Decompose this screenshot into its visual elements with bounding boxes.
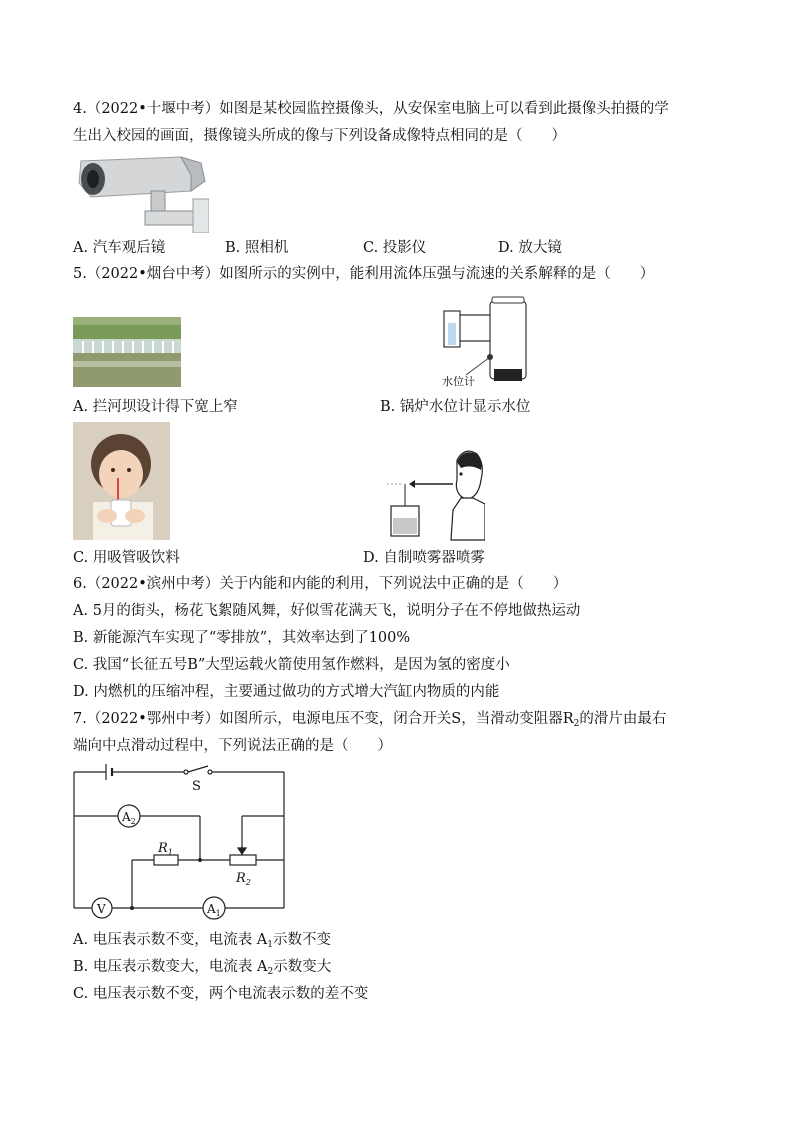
girl-drinking-photo [73, 422, 170, 540]
q4-stem-line2: 生出入校园的画面，摄像镜头所成的像与下列设备成像特点相同的是（ ） [73, 128, 566, 144]
q6-option-a: A. 5月的街头，杨花飞絮随风舞，好似雪花满天飞，说明分子在不停地做热运动 [73, 603, 581, 619]
sprayer-boy-diagram [385, 440, 485, 542]
q5-option-a: A. 拦河坝设计得下宽上窄 [73, 399, 238, 415]
q7-option-b: B. 电压表示数变大，电流表 $A_2$示数变大 [73, 959, 332, 977]
q5-stem: 5.（2022•烟台中考）如图所示的实例中，能利用流体压强与流速的关系解释的是（ ） [73, 266, 655, 282]
q6-stem: 6.（2022•滨州中考）关于内能和内能的利用，下列说法中正确的是（ ） [73, 576, 568, 592]
resistor-r1-label: $R_1$ [158, 841, 173, 857]
q7-stem-part1: 7.（2022•鄂州中考）如图所示，电源电压不变，闭合开关S，当滑动变阻器R [73, 711, 574, 727]
security-camera-image [73, 153, 209, 233]
q7-stem-line2: 端向中点滑动过程中，下列说法正确的是（ ） [73, 738, 392, 754]
voltmeter-icon: V [97, 902, 106, 916]
boiler-gauge-label: 水位计 [442, 375, 475, 388]
circuit-switch-label: S [192, 779, 201, 794]
boiler-water-gauge-diagram [436, 293, 532, 389]
q4-option-c: C. 投影仪 [363, 240, 427, 256]
q5-option-b: B. 锅炉水位计显示水位 [380, 399, 531, 415]
q7-stem-line1 [73, 709, 666, 734]
q4-option-a: A. 汽车观后镜 [73, 240, 166, 256]
ammeter-a1-icon: $A_1$ [207, 902, 221, 918]
q5-option-c: C. 用吸管吸饮料 [73, 550, 180, 566]
dam-photo [73, 317, 181, 387]
q6-option-c: C. 我国“长征五号B”大型运载火箭使用氢作燃料，是因为氢的密度小 [73, 657, 510, 673]
q6-option-b: B. 新能源汽车实现了“零排放”，其效率达到了100% [73, 630, 411, 646]
q4-option-d: D. 放大镜 [498, 240, 562, 256]
ammeter-a2-icon: $A_2$ [122, 810, 136, 826]
q7-stem-part2: 的滑片由最右 [579, 711, 667, 727]
q5-option-d: D. 自制喷雾器喷雾 [363, 550, 485, 566]
circuit-diagram [60, 760, 300, 926]
resistor-r2-label: $R_2$ [236, 871, 251, 887]
q6-option-d: D. 内燃机的压缩冲程，主要通过做功的方式增大汽缸内物质的内能 [73, 684, 500, 700]
q4-option-b: B. 照相机 [225, 240, 289, 256]
q7-option-a: A. 电压表示数不变，电流表 $A_1$示数不变 [73, 932, 332, 950]
q4-stem-line1: 4.（2022•十堰中考）如图是某校园监控摄像头，从安保室电脑上可以看到此摄像头拍摄的学 [73, 101, 669, 117]
q7-option-c: C. 电压表示数不变，两个电流表示数的差不变 [73, 986, 369, 1002]
q7-stem-subscript: 2 [573, 719, 580, 729]
